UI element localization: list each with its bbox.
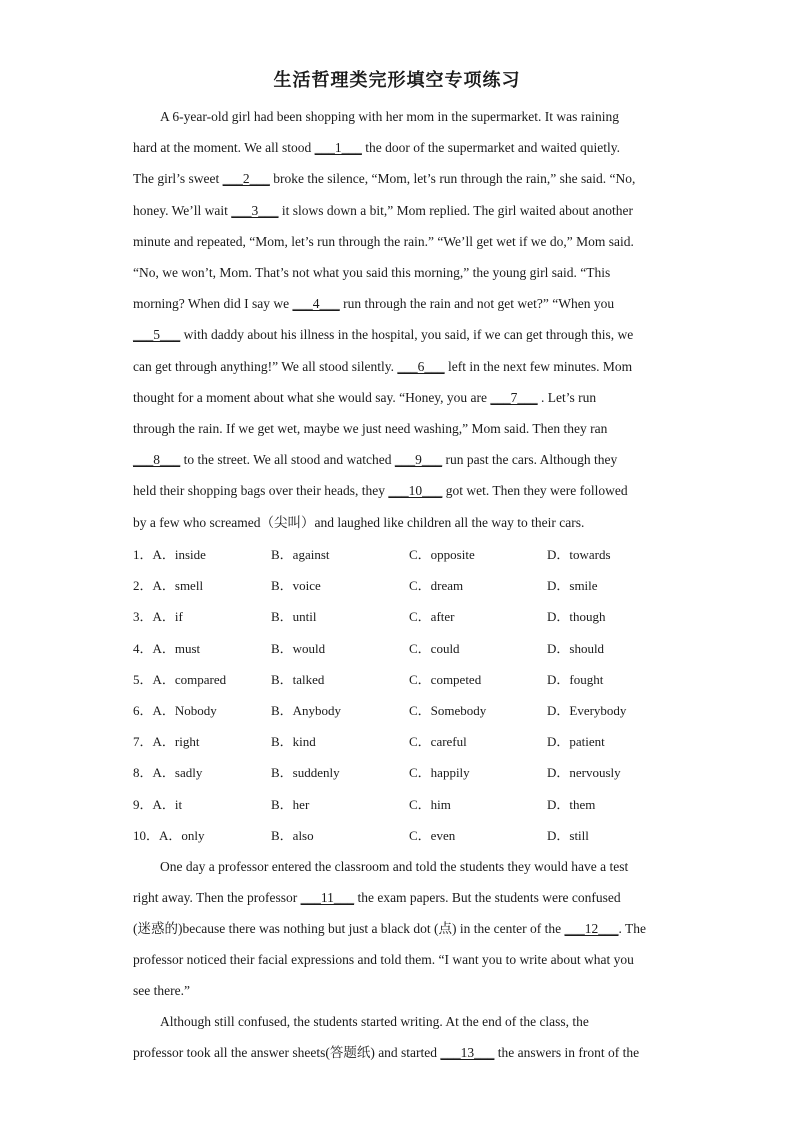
option-choice: 3．A．if	[133, 609, 183, 625]
text-segment: professor noticed their facial expressions and told them. “I want you to write about what you	[133, 952, 634, 967]
text-segment: (迷惑的)because there was nothing but just a black dot (点) in the center of the	[133, 921, 565, 936]
option-choice: 9．A．it	[133, 796, 183, 812]
text-segment: honey. We’ll wait	[133, 202, 232, 218]
text-segment: right away. Then the professor	[133, 890, 301, 905]
option-choice: C．happily	[409, 765, 470, 781]
blank-slot: ___5___	[133, 327, 181, 343]
text-line	[133, 263, 668, 283]
text-segment: with daddy about his illness in the hospital, you said, if we can get through this, we	[180, 327, 634, 343]
text-line	[160, 1012, 695, 1032]
text-segment: hard at the moment. We all stood	[133, 140, 315, 156]
option-choice: B．also	[271, 827, 314, 843]
option-choice: 6．A．Nobody	[133, 703, 217, 718]
option-choice: 8．A．sadly	[133, 765, 203, 781]
option-choice: B．suddenly	[271, 765, 340, 781]
blank-slot: ___4___	[292, 296, 340, 312]
text-line	[133, 1043, 668, 1063]
option-choice: B．against	[271, 547, 330, 562]
option-choice: B．kind	[271, 734, 316, 750]
option-choice: C．after	[409, 609, 455, 625]
text-segment: run through the rain and not get wet?” “When you	[339, 296, 615, 312]
text-line	[133, 481, 668, 501]
text-segment: left in the next few minutes. Mom	[444, 358, 633, 374]
text-segment: can get through anything!” We all stood silently.	[133, 358, 398, 374]
option-choice: D．still	[547, 827, 589, 843]
option-choice: B．until	[271, 609, 317, 625]
page-title: 生活哲理类完形填空专项练习	[273, 70, 521, 91]
text-segment: the answers in front of the	[494, 1045, 640, 1060]
text-segment: the exam papers. But the students were confused	[354, 890, 621, 905]
text-line	[133, 138, 668, 158]
text-segment: A 6-year-old girl had been shopping with her mom in the supermarket. It was raining	[160, 109, 619, 124]
option-choice: C．could	[409, 640, 460, 656]
option-choice: 5．A．compared	[133, 671, 227, 687]
text-line	[133, 388, 668, 408]
option-choice: 4．A．must	[133, 640, 201, 656]
option-choice: D．towards	[547, 547, 611, 562]
option-choice: C．competed	[409, 671, 482, 687]
text-segment: to the street. We all stood and watched	[180, 452, 395, 468]
text-segment: thought for a moment about what she would say. “Honey, you are	[133, 389, 491, 405]
text-line	[133, 169, 668, 189]
text-segment: morning? When did I say we	[133, 296, 293, 312]
text-segment: the door of the supermarket and waited quietly.	[361, 140, 621, 156]
text-segment: . The	[618, 921, 646, 936]
option-choice: C．Somebody	[409, 703, 487, 718]
text-line	[133, 201, 668, 221]
text-line	[133, 325, 668, 345]
text-line	[160, 107, 695, 127]
blank-slot: ___9___	[394, 452, 443, 468]
text-line	[133, 950, 668, 970]
text-segment: The girl’s sweet	[133, 171, 223, 187]
option-choice: D．though	[547, 609, 606, 625]
text-line	[133, 294, 668, 314]
blank-slot: ___8___	[133, 452, 181, 468]
option-choice: 7．A．right	[133, 734, 200, 750]
blank-slot: ___1___	[314, 140, 362, 156]
option-choice: D．fought	[547, 671, 604, 687]
option-choice: C．dream	[409, 578, 464, 594]
text-segment: One day a professor entered the classroom and told the students they would have a test	[160, 859, 629, 874]
blank-slot: ___12___	[564, 921, 619, 936]
text-segment: professor took all the answer sheets(答题纸) and started	[133, 1045, 441, 1060]
option-choice: 2．A．smell	[133, 578, 204, 594]
text-segment: by a few who screamed（尖叫）and laughed like children all the way to their cars.	[133, 514, 585, 530]
text-segment: it slows down a bit,” Mom replied. The girl waited about another	[278, 202, 633, 218]
text-line	[133, 419, 668, 439]
text-segment: minute and repeated, “Mom, let’s run through the rain.” “We’ll get wet if we do,” Mom said.	[133, 233, 634, 249]
text-segment: see there.”	[133, 983, 190, 998]
blank-slot: ___3___	[231, 202, 279, 218]
blank-slot: ___2___	[222, 171, 270, 187]
option-choice: B．her	[271, 796, 310, 812]
option-choice: C．even	[409, 827, 456, 843]
option-choice: C．opposite	[409, 547, 475, 562]
text-segment: “No, we won’t, Mom. That’s not what you said this morning,” the young girl said. “This	[133, 265, 611, 280]
blank-slot: ___13___	[440, 1045, 495, 1060]
blank-slot: ___7___	[490, 389, 538, 405]
option-choice: D．smile	[547, 578, 598, 594]
text-line	[133, 513, 668, 533]
text-segment: held their shopping bags over their heads, they	[133, 483, 389, 499]
text-line	[133, 232, 668, 252]
text-segment: run past the cars. Although they	[442, 452, 618, 468]
option-choice: 10．A．only	[133, 827, 205, 843]
option-choice: C．him	[409, 796, 451, 812]
text-segment: got wet. Then they were followed	[442, 483, 628, 499]
option-choice: B．voice	[271, 578, 321, 594]
option-choice: B．would	[271, 640, 326, 656]
blank-slot: ___11___	[300, 890, 355, 905]
option-choice: B．Anybody	[271, 703, 342, 718]
text-line	[133, 888, 668, 908]
text-line	[133, 981, 668, 1001]
blank-slot: ___10___	[388, 483, 443, 499]
option-choice: D．patient	[547, 734, 605, 750]
text-segment: . Let’s run	[537, 389, 597, 405]
option-choice: D．them	[547, 796, 596, 812]
option-choice: 1．A．inside	[133, 547, 206, 562]
text-line	[133, 450, 668, 470]
option-choice: D．nervously	[547, 765, 621, 781]
option-choice: D．Everybody	[547, 703, 627, 718]
option-choice: C．careful	[409, 734, 467, 750]
option-choice: D．should	[547, 640, 605, 656]
text-segment: Although still confused, the students started writing. At the end of the class, the	[160, 1014, 589, 1029]
text-segment: broke the silence, “Mom, let’s run through the rain,” she said. “No,	[269, 171, 636, 187]
option-choice: B．talked	[271, 671, 325, 687]
text-line	[133, 357, 668, 377]
blank-slot: ___6___	[397, 358, 445, 374]
text-segment: through the rain. If we get wet, maybe we just need washing,” Mom said. Then they ran	[133, 421, 608, 436]
text-line	[133, 919, 668, 939]
text-line	[160, 857, 695, 877]
